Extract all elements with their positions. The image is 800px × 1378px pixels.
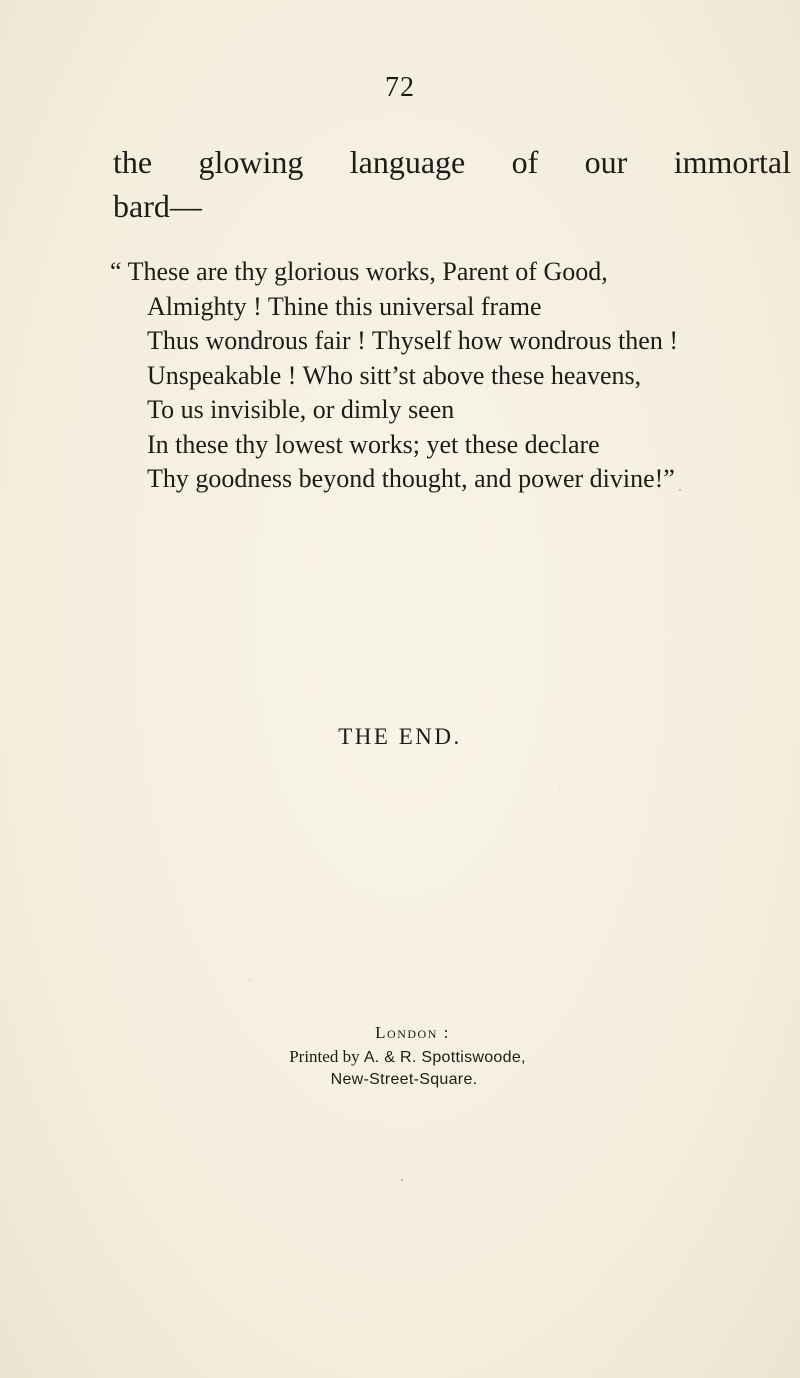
the-end-heading: THE END.	[338, 724, 462, 749]
imprint-printer-names: A. & R. Spottiswoode,	[363, 1049, 526, 1066]
intro-paragraph	[113, 140, 791, 228]
poem-line-1: “ These are thy glorious works, Parent of Good,	[110, 257, 608, 286]
intro-line-1: the glowing language of our immortal	[113, 144, 791, 180]
poem-line-7: Thy goodness beyond thought, and power divine!”	[147, 464, 675, 493]
intro-line-2: bard—	[113, 188, 202, 224]
poem-quotation	[110, 255, 790, 497]
poem-line-2: Almighty ! Thine this universal frame	[147, 291, 542, 321]
imprint-city: London :	[375, 1023, 450, 1042]
imprint-address: New-Street-Square.	[330, 1071, 478, 1088]
imprint-printed-by: Printed by	[289, 1047, 360, 1066]
printer-imprint	[0, 1022, 800, 1091]
page-number: 72	[385, 72, 415, 103]
poem-line-4: Unspeakable ! Who sitt’st above these heavens,	[147, 360, 642, 390]
poem-line-3: Thus wondrous fair ! Thyself how wondrous then !	[147, 326, 678, 355]
poem-line-5: To us invisible, or dimly seen	[147, 395, 455, 424]
poem-line-6: In these thy lowest works; yet these declare	[147, 429, 600, 459]
imprint-printer-line	[15, 1046, 800, 1069]
